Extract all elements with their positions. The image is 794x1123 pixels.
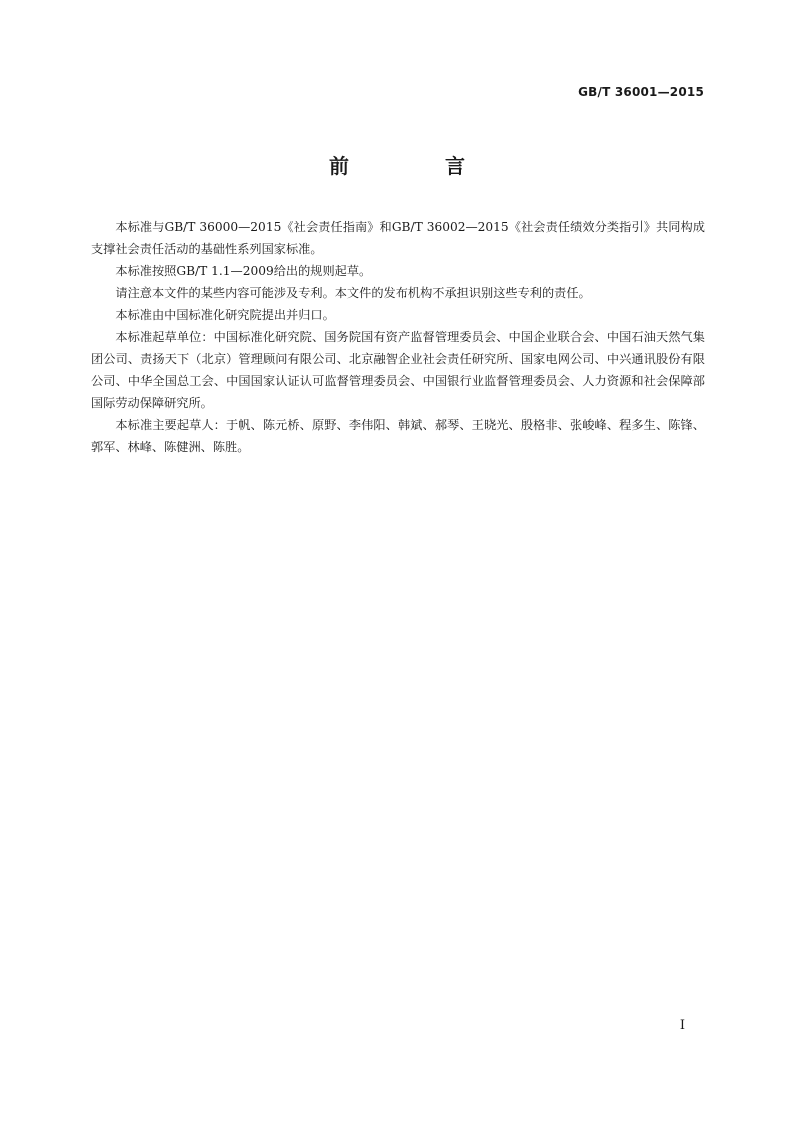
paragraph-drafting-rules: 本标准按照GB/T 1.1—2009给出的规则起草。 — [115, 264, 372, 278]
paragraph-drafters: 本标准主要起草人：于帆、陈元桥、原野、李伟阳、韩斌、郝琴、王晓光、殷格非、张峻峰、程多生、陈锋、郭军、林峰、陈健洲、陈胜。 — [91, 418, 705, 454]
paragraph-proposer: 本标准由中国标准化研究院提出并归口。 — [115, 308, 335, 322]
paragraph-series-relation: 本标准与GB/T 36000—2015《社会责任指南》和GB/T 36002—2015《社会责任绩效分类指引》共同构成支撑社会责任活动的基础性系列国家标准。 — [91, 220, 705, 256]
paragraph-drafting-units: 本标准起草单位：中国标准化研究院、国务院国有资产监督管理委员会、中国企业联合会、中国石油天然气集团公司、责扬天下（北京）管理顾问有限公司、北京融智企业社会责任研究所、国家电网公司、中兴通讯股份有限公司、中华全国总工会、中国国家认证认可监督管理委员会、中国银行业监督管理委员会、人力资源和社会保障部国际劳动保障研究所。 — [91, 330, 705, 410]
page-title: 前 言 — [329, 154, 503, 178]
paragraph-patent-notice: 请注意本文件的某些内容可能涉及专利。本文件的发布机构不承担识别这些专利的责任。 — [115, 286, 591, 300]
foreword-body — [91, 216, 705, 458]
standard-code-header: GB/T 36001—2015 — [578, 85, 704, 99]
page-number: I — [679, 1018, 685, 1033]
